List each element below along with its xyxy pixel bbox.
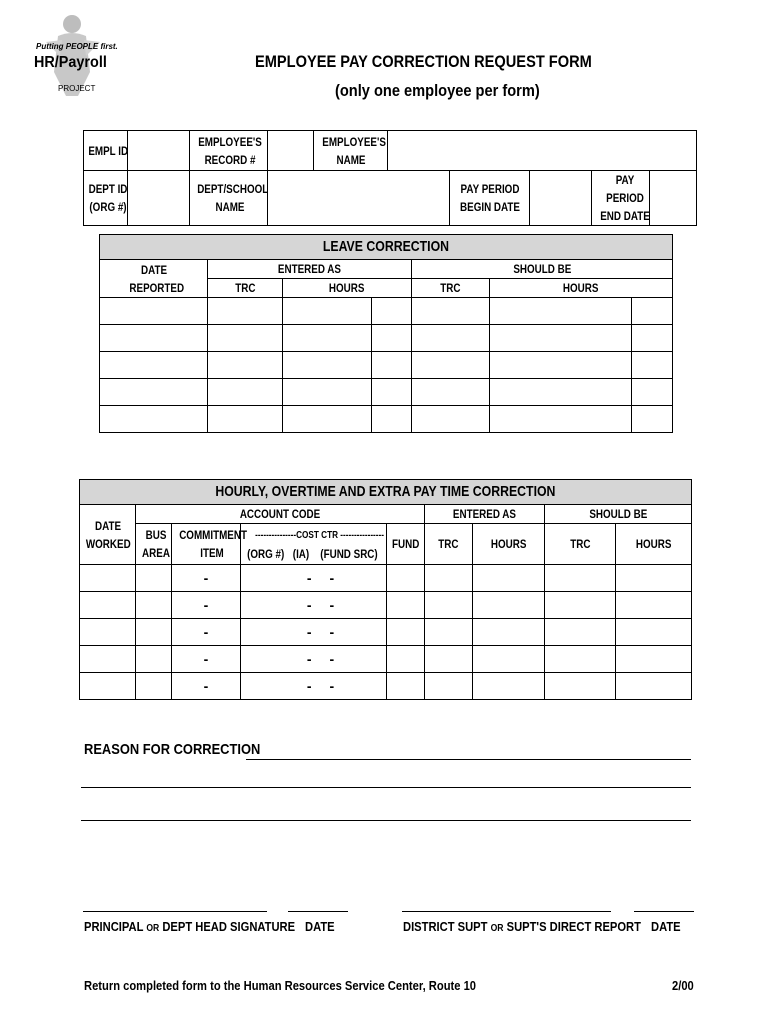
leave-cell[interactable]: [372, 352, 412, 379]
leave-cell[interactable]: [100, 298, 208, 325]
cost-ctr-label: ---------------COST CTR ---------------- (ORG #) (IA) (FUND SRC): [241, 524, 387, 565]
ot-cell[interactable]: [136, 592, 172, 619]
ot-should-be-label: SHOULD BE: [545, 505, 692, 524]
principal-date-label: DATE: [305, 919, 335, 934]
ot-entered-trc-label: TRC: [425, 524, 473, 565]
record-label: EMPLOYEE'S RECORD #: [190, 131, 268, 171]
commitment-item-label: COMMITMENT ITEM: [172, 524, 241, 565]
record-field[interactable]: [268, 131, 314, 171]
logo-sub: PROJECT: [58, 84, 96, 93]
leave-cell[interactable]: [632, 325, 673, 352]
leave-cell[interactable]: [208, 325, 283, 352]
ot-cell[interactable]: [616, 673, 692, 700]
principal-date-line[interactable]: [288, 911, 348, 912]
leave-cell[interactable]: [100, 406, 208, 433]
ot-cell[interactable]: [136, 673, 172, 700]
ot-cell[interactable]: [616, 619, 692, 646]
table-row: [80, 592, 692, 619]
dept-id-label: DEPT ID (ORG #): [84, 171, 128, 226]
dept-school-label: DEPT/SCHOOL NAME: [190, 171, 268, 226]
leave-cell[interactable]: [412, 406, 490, 433]
begin-date-label: PAY PERIOD BEGIN DATE: [450, 171, 530, 226]
ot-cell[interactable]: [80, 646, 136, 673]
ot-cell[interactable]: -: [172, 565, 241, 592]
ot-cell[interactable]: - -: [241, 646, 387, 673]
begin-date-field[interactable]: [530, 171, 592, 226]
leave-cell[interactable]: [490, 406, 632, 433]
leave-correction-table: [99, 234, 673, 433]
leave-entered-hours-label: HOURS: [283, 279, 412, 298]
logo-tagline: Putting PEOPLE first.: [36, 42, 118, 51]
leave-should-hours-label: HOURS: [490, 279, 673, 298]
ot-cell[interactable]: [136, 646, 172, 673]
ot-cell[interactable]: [80, 619, 136, 646]
leave-cell[interactable]: [490, 379, 632, 406]
leave-should-trc-label: TRC: [412, 279, 490, 298]
leave-cell[interactable]: [632, 379, 673, 406]
end-date-field[interactable]: [650, 171, 697, 226]
ot-cell[interactable]: [545, 673, 616, 700]
leave-cell[interactable]: [372, 298, 412, 325]
leave-cell[interactable]: [490, 298, 632, 325]
ot-cell[interactable]: [425, 565, 473, 592]
ot-cell[interactable]: -: [172, 646, 241, 673]
ot-cell[interactable]: [425, 619, 473, 646]
leave-cell[interactable]: [208, 352, 283, 379]
employee-info-table: [83, 130, 697, 226]
district-supt-signature-line[interactable]: [402, 911, 611, 912]
leave-cell[interactable]: [490, 325, 632, 352]
ot-cell[interactable]: - -: [241, 673, 387, 700]
table-row: [100, 352, 673, 379]
footer-instructions: Return completed form to the Human Resources Service Center, Route 10: [84, 978, 477, 993]
leave-cell[interactable]: [283, 379, 372, 406]
dept-school-field[interactable]: [268, 171, 450, 226]
leave-cell[interactable]: [283, 406, 372, 433]
leave-cell[interactable]: [208, 406, 283, 433]
table-row: [80, 646, 692, 673]
ot-cell[interactable]: [473, 592, 545, 619]
reason-line-2[interactable]: [81, 787, 691, 788]
leave-cell[interactable]: [283, 325, 372, 352]
account-code-label: ACCOUNT CODE: [136, 505, 425, 524]
leave-cell[interactable]: [208, 379, 283, 406]
date-reported-label: DATE REPORTED: [100, 260, 208, 298]
ot-cell[interactable]: [473, 619, 545, 646]
ot-cell[interactable]: - -: [241, 592, 387, 619]
bus-area-label: BUS AREA: [136, 524, 172, 565]
principal-signature-label: PRINCIPAL OR DEPT HEAD SIGNATURE: [84, 919, 296, 934]
ot-entered-hours-label: HOURS: [473, 524, 545, 565]
ot-cell[interactable]: - -: [241, 619, 387, 646]
ot-cell[interactable]: [80, 673, 136, 700]
ot-should-trc-label: TRC: [545, 524, 616, 565]
ot-cell[interactable]: [545, 646, 616, 673]
table-row: [80, 673, 692, 700]
ot-cell[interactable]: -: [172, 673, 241, 700]
leave-cell[interactable]: [412, 325, 490, 352]
leave-entered-trc-label: TRC: [208, 279, 283, 298]
table-row: [100, 325, 673, 352]
leave-cell[interactable]: [412, 352, 490, 379]
org-label: (ORG #): [246, 547, 284, 561]
ot-cell[interactable]: [545, 592, 616, 619]
employee-name-field[interactable]: [388, 131, 697, 171]
form-version: 2/00: [672, 978, 694, 993]
leave-correction-heading: LEAVE CORRECTION: [100, 235, 673, 260]
ia-label: (IA): [292, 547, 310, 561]
leave-cell[interactable]: [632, 298, 673, 325]
ot-cell[interactable]: [387, 673, 425, 700]
date-worked-label: DATE WORKED: [80, 505, 136, 565]
logo-name: HR/Payroll: [34, 54, 107, 71]
ot-cell[interactable]: [425, 673, 473, 700]
ot-cell[interactable]: [387, 592, 425, 619]
table-row: [100, 406, 673, 433]
ot-cell[interactable]: [387, 619, 425, 646]
ot-cell[interactable]: [545, 619, 616, 646]
leave-entered-as-label: ENTERED AS: [208, 260, 412, 279]
leave-cell[interactable]: [100, 352, 208, 379]
end-date-label: PAY PERIOD END DATE: [592, 171, 650, 226]
table-row: [80, 565, 692, 592]
ot-cell[interactable]: [473, 673, 545, 700]
table-row: [100, 298, 673, 325]
leave-cell[interactable]: [372, 379, 412, 406]
leave-cell[interactable]: [100, 325, 208, 352]
ot-cell[interactable]: [616, 565, 692, 592]
ot-cell[interactable]: [616, 646, 692, 673]
ot-cell[interactable]: [425, 592, 473, 619]
leave-cell[interactable]: [283, 298, 372, 325]
leave-cell[interactable]: [632, 352, 673, 379]
ot-cell[interactable]: [387, 646, 425, 673]
fund-src-label: (FUND SRC): [320, 547, 379, 561]
district-date-label: DATE: [651, 919, 681, 934]
table-row: [100, 379, 673, 406]
leave-cell[interactable]: [490, 352, 632, 379]
reason-for-correction-label: REASON FOR CORRECTION: [84, 741, 261, 758]
leave-cell[interactable]: [100, 379, 208, 406]
ot-cell[interactable]: [425, 646, 473, 673]
ot-cell[interactable]: [473, 565, 545, 592]
ot-cell[interactable]: [545, 565, 616, 592]
ot-cell[interactable]: [616, 592, 692, 619]
employee-name-label: EMPLOYEE'S NAME: [314, 131, 388, 171]
overtime-correction-table: [79, 479, 692, 700]
ot-cell[interactable]: [80, 592, 136, 619]
leave-cell[interactable]: [372, 406, 412, 433]
ot-should-hours-label: HOURS: [616, 524, 692, 565]
overtime-correction-heading: HOURLY, OVERTIME AND EXTRA PAY TIME CORRECTION: [80, 480, 692, 505]
form-title: EMPLOYEE PAY CORRECTION REQUEST FORM: [255, 52, 592, 71]
ot-cell[interactable]: [136, 565, 172, 592]
ot-cell[interactable]: [80, 565, 136, 592]
district-supt-label: DISTRICT SUPT OR SUPT'S DIRECT REPORT: [403, 919, 641, 934]
reason-line-1[interactable]: [246, 759, 691, 760]
ot-cell[interactable]: [387, 565, 425, 592]
leave-cell[interactable]: [208, 298, 283, 325]
ot-entered-as-label: ENTERED AS: [425, 505, 545, 524]
ot-cell[interactable]: -: [172, 619, 241, 646]
ot-cell[interactable]: [136, 619, 172, 646]
leave-cell[interactable]: [412, 298, 490, 325]
principal-signature-line[interactable]: [83, 911, 267, 912]
leave-cell[interactable]: [283, 352, 372, 379]
empl-id-label: EMPL ID: [84, 131, 128, 171]
hr-payroll-logo: [34, 12, 118, 100]
ot-cell[interactable]: [473, 646, 545, 673]
ot-cell[interactable]: - -: [241, 565, 387, 592]
table-row: [80, 619, 692, 646]
dept-id-field[interactable]: [128, 171, 190, 226]
leave-cell[interactable]: [632, 406, 673, 433]
empl-id-field[interactable]: [128, 131, 190, 171]
leave-should-be-label: SHOULD BE: [412, 260, 673, 279]
form-subtitle: (only one employee per form): [335, 81, 540, 100]
leave-cell[interactable]: [372, 325, 412, 352]
reason-line-3[interactable]: [81, 820, 691, 821]
ot-cell[interactable]: -: [172, 592, 241, 619]
leave-cell[interactable]: [412, 379, 490, 406]
fund-label: FUND: [387, 524, 425, 565]
district-date-line[interactable]: [634, 911, 694, 912]
